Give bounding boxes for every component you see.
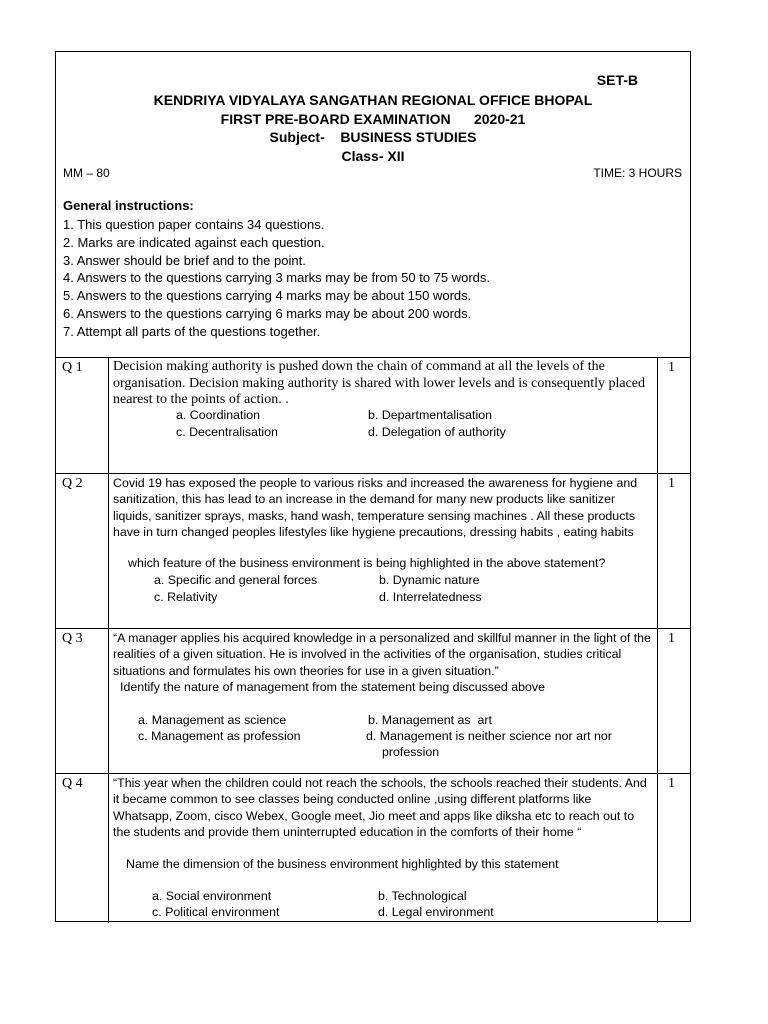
organisation-title: KENDRIYA VIDYALAYA SANGATHAN REGIONAL OFFICE BHOPAL xyxy=(153,92,593,108)
instruction-item: 4. Answers to the questions carrying 3 marks may be from 50 to 75 words. xyxy=(63,270,491,286)
question-row-3 xyxy=(56,629,690,774)
question-number: Q 2 xyxy=(62,476,83,491)
option-d: d. Management is neither science nor art nor xyxy=(366,729,612,743)
question-number: Q 3 xyxy=(62,631,83,646)
option-c: c. Political environment xyxy=(152,905,280,919)
instructions-list xyxy=(63,216,490,341)
question-number: Q 4 xyxy=(62,776,83,791)
question-marks: 1 xyxy=(668,476,675,491)
option-d: d. Delegation of authority xyxy=(368,425,506,439)
question-row-1 xyxy=(56,358,690,474)
paper-header xyxy=(56,52,690,358)
option-d: d. Legal environment xyxy=(378,905,494,919)
question-text: Decision making authority is pushed down the chain of command at all the levels of the organisation. Decision making authority is shared with lower levels and is consequently placed nearest to the points of action. . xyxy=(113,359,646,408)
question-marks: 1 xyxy=(668,776,675,791)
option-a: a. Specific and general forces xyxy=(154,573,318,587)
instruction-item: 6. Answers to the questions carrying 6 marks may be about 200 words. xyxy=(63,305,472,321)
max-marks: MM – 80 xyxy=(63,166,110,180)
question-text: “A manager applies his acquired knowledge in a personalized and skillful manner in the light of the realities of a given situation. He is involved in the activities of the organisation, studies critical situations and formulates his own theories for use in a given situation.” xyxy=(113,631,651,678)
set-label: SET-B xyxy=(596,72,638,88)
instruction-item: 5. Answers to the questions carrying 4 marks may be about 150 words. xyxy=(63,288,472,304)
exam-title: FIRST PRE-BOARD EXAMINATION 2020-21 xyxy=(220,111,526,127)
option-c: c. Management as profession xyxy=(138,729,301,743)
question-marks: 1 xyxy=(668,631,675,646)
option-c: c. Relativity xyxy=(154,590,218,604)
question-row-2 xyxy=(56,474,690,629)
option-b: b. Dynamic nature xyxy=(379,573,480,587)
option-d-continued: profession xyxy=(382,745,440,759)
question-instruction: Name the dimension of the business environment highlighted by this statement xyxy=(126,857,559,871)
instruction-item: 7. Attempt all parts of the questions together. xyxy=(63,323,321,339)
question-instruction: Identify the nature of management from the statement being discussed above xyxy=(120,680,545,694)
option-d: d. Interrelatedness xyxy=(379,590,482,604)
time-allowed: TIME: 3 HOURS xyxy=(593,166,682,180)
option-b: b. Management as art xyxy=(368,713,492,727)
option-c: c. Decentralisation xyxy=(176,425,278,439)
question-text: “This year when the children could not reach the schools, the schools reached their students. And it became common to see classes being conducted online ,using different platforms like Whatsapp, Zoom, cisco Webex, Google meet, Jio meet and apps like diksha etc to reach out to the students and provide them uninterrupted education in the comforts of their home “ xyxy=(113,776,647,840)
class-title: Class- XII xyxy=(341,148,405,164)
question-instruction: which feature of the business environment is being highlighted in the above statement? xyxy=(128,556,606,570)
option-b: b. Departmentalisation xyxy=(368,408,492,422)
option-b: b. Technological xyxy=(378,889,467,903)
subject-title: Subject- BUSINESS STUDIES xyxy=(269,129,477,145)
instruction-item: 1. This question paper contains 34 questions. xyxy=(63,217,325,232)
instruction-item: 2. Marks are indicated against each question. xyxy=(63,234,325,250)
question-paper xyxy=(55,51,691,922)
instructions-title: General instructions: xyxy=(63,198,194,213)
option-a: a. Management as science xyxy=(138,713,287,727)
question-row-4 xyxy=(56,774,690,923)
option-a: a. Social environment xyxy=(152,889,272,903)
question-marks: 1 xyxy=(668,360,675,375)
option-a: a. Coordination xyxy=(176,408,261,422)
instruction-item: 3. Answer should be brief and to the point. xyxy=(63,252,306,268)
question-number: Q 1 xyxy=(62,360,83,375)
question-text: Covid 19 has exposed the people to various risks and increased the awareness for hygiene and sanitization, this has lead to an increase in the demand for many new products like sanitizer liquids, sanitizer sprays, masks, hand wash, temperature sensing machines . All these products have in turn changed peoples lifestyles like hygiene precautions, dressing habits , eating habits xyxy=(113,476,638,540)
